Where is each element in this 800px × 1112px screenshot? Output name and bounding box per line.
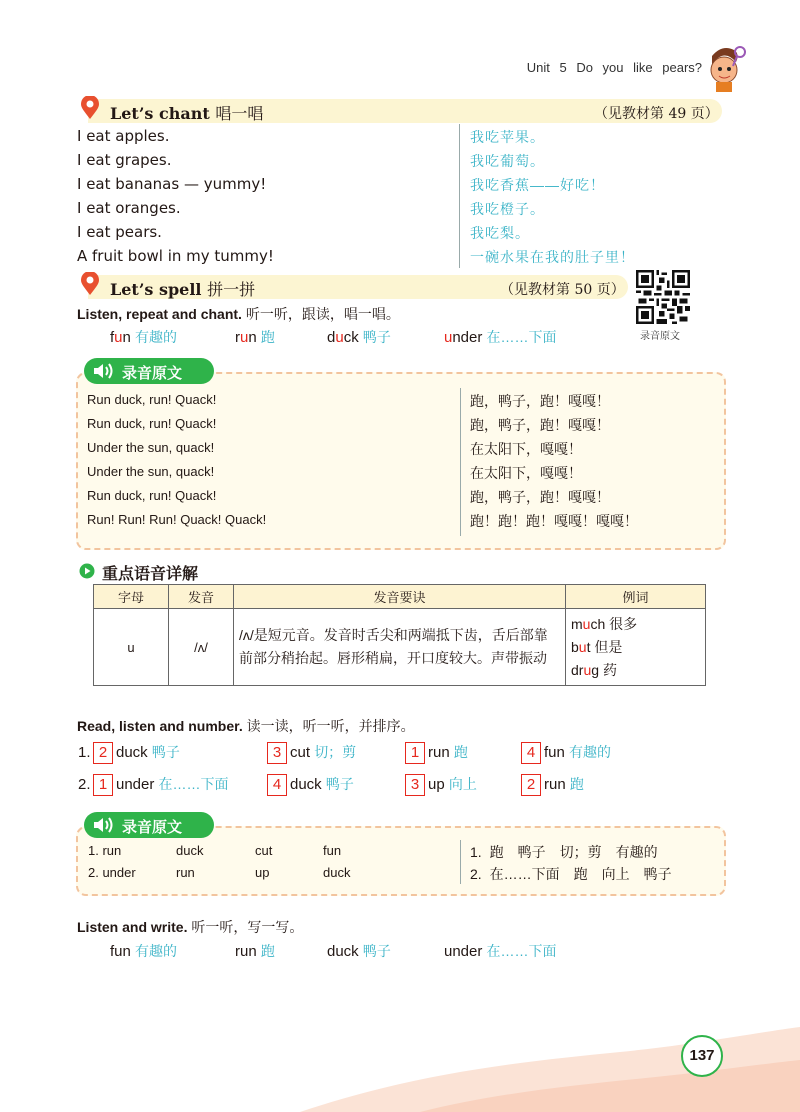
answer-box[interactable]: 2 — [93, 742, 113, 764]
letter-cell: u — [94, 609, 169, 686]
answer-box[interactable]: 4 — [267, 774, 287, 796]
examples-cell — [566, 609, 706, 686]
phonics-table — [93, 584, 706, 686]
recording-line-cn: 跑，鸭子，跑！嘎嘎！ — [470, 417, 610, 433]
write-word: under 在……下面 — [444, 943, 557, 960]
table-header: 字母 — [94, 585, 169, 609]
number-item: 1 run 跑 — [405, 742, 468, 764]
write-word: duck 鸭子 — [327, 943, 391, 960]
row-label: 2. — [78, 776, 91, 793]
number-item: 3 cut 切；剪 — [267, 742, 356, 764]
play-icon — [79, 563, 95, 579]
recording-word: cut — [255, 843, 273, 858]
chant-line-cn: 我吃梨。 — [470, 225, 530, 241]
row-label: 1. — [78, 744, 91, 761]
qr-caption: 录音原文 — [640, 331, 680, 342]
mascot-illustration — [704, 44, 748, 92]
recording-word: 2. under — [88, 865, 136, 880]
spell-page-ref: （见教材第 50 页） — [500, 282, 625, 298]
number-item: 3 up 向上 — [405, 774, 477, 796]
recording-line-en: Run duck, run! Quack! — [87, 416, 217, 431]
chant-line-cn: 我吃葡萄。 — [470, 153, 545, 169]
recording-line-en: Under the sun, quack! — [87, 464, 215, 479]
location-pin-icon — [80, 96, 100, 120]
recording-line-cn: 在太阳下，嘎嘎！ — [470, 441, 582, 457]
spell-word: duck 鸭子 — [327, 329, 391, 346]
write-word: run 跑 — [235, 943, 275, 960]
speaker-icon — [92, 361, 114, 381]
chant-line-cn: 我吃苹果。 — [470, 129, 545, 145]
number-instruction — [77, 716, 415, 736]
footer-wave-decoration — [0, 1002, 800, 1112]
chant-line-cn: 我吃橙子。 — [470, 201, 545, 217]
recording-label[interactable] — [84, 812, 214, 838]
chant-title-cn: 唱一唱 — [215, 104, 264, 123]
recording-cn-row: 2. 在……下面 跑 向上 鸭子 — [470, 866, 672, 882]
recording-word: up — [255, 865, 270, 880]
example-word: but 但是 — [571, 638, 623, 655]
answer-box[interactable]: 4 — [521, 742, 541, 764]
chant-page-ref: （见教材第 49 页） — [594, 106, 719, 122]
chant-line-en: I eat apples. — [77, 127, 170, 145]
recording-line-en: Run duck, run! Quack! — [87, 488, 217, 503]
spell-title — [110, 277, 255, 300]
write-instruction — [77, 917, 303, 937]
recording-line-en: Under the sun, quack! — [87, 440, 215, 455]
spell-word: run 跑 — [235, 329, 275, 346]
spell-title-en: Let’s spell — [110, 280, 202, 299]
location-pin-icon — [80, 272, 100, 296]
chant-line-en: I eat oranges. — [77, 199, 181, 217]
answer-box[interactable]: 1 — [405, 742, 425, 764]
chant-line-en: I eat bananas — yummy! — [77, 175, 267, 193]
chant-title — [110, 101, 263, 124]
recording-divider — [460, 840, 461, 884]
example-word: much 很多 — [571, 615, 638, 632]
chant-divider — [459, 124, 460, 268]
chant-line-en: A fruit bowl in my tummy! — [77, 247, 274, 265]
spell-instruction — [77, 304, 400, 324]
recording-word: fun — [323, 843, 342, 858]
number-item: 4 fun 有趣的 — [521, 742, 611, 764]
chant-title-en: Let’s chant — [110, 104, 210, 123]
recording-label-text: 录音原文 — [122, 819, 183, 836]
recording-line-cn: 跑，鸭子，跑！嘎嘎！ — [470, 393, 610, 409]
recording-label-text: 录音原文 — [122, 365, 183, 382]
number-item: 2 run 跑 — [521, 774, 584, 796]
recording-line-cn: 跑，鸭子，跑！嘎嘎！ — [470, 489, 610, 505]
table-header: 发音要诀 — [234, 585, 566, 609]
table-row — [94, 609, 706, 686]
answer-box[interactable]: 3 — [405, 774, 425, 796]
qr-code-icon[interactable] — [636, 270, 690, 324]
spell-title-cn: 拼一拼 — [207, 280, 256, 299]
chant-line-en: I eat pears. — [77, 223, 162, 241]
instruction-en: Listen, repeat and chant. — [77, 306, 242, 322]
write-word: fun 有趣的 — [110, 943, 178, 960]
number-item: 2 duck 鸭子 — [93, 742, 180, 764]
unit-title: Do you like pears? — [576, 60, 702, 75]
chant-line-cn: 我吃香蕉——好吃！ — [470, 177, 605, 193]
speaker-icon — [92, 815, 114, 835]
table-header: 发音 — [169, 585, 234, 609]
chant-line-cn: 一碗水果在我的肚子里！ — [470, 249, 635, 265]
table-header: 例词 — [566, 585, 706, 609]
answer-box[interactable]: 1 — [93, 774, 113, 796]
instruction-en: Listen and write. — [77, 919, 188, 935]
recording-label[interactable] — [84, 358, 214, 384]
unit-label: Unit 5 — [526, 60, 567, 75]
table-header-row — [94, 585, 706, 609]
instruction-cn: 听一听，写一写。 — [191, 919, 304, 935]
running-header — [527, 60, 702, 75]
example-word: drug 药 — [571, 661, 617, 678]
phonetic-cell: /ʌ/ — [169, 609, 234, 686]
spell-word: under 在……下面 — [444, 329, 557, 346]
recording-divider — [460, 388, 461, 536]
chant-line-en: I eat grapes. — [77, 151, 172, 169]
recording-word: 1. run — [88, 843, 122, 858]
instruction-cn: 读一读，听一听，并排序。 — [246, 718, 415, 734]
spell-word: fun 有趣的 — [110, 329, 178, 346]
number-item: 4 duck 鸭子 — [267, 774, 354, 796]
answer-box[interactable]: 3 — [267, 742, 287, 764]
number-item: 1 under 在……下面 — [93, 774, 229, 796]
recording-line-cn: 在太阳下，嘎嘎！ — [470, 465, 582, 481]
tip-cell: /ʌ/是短元音。发音时舌尖和两端抵下齿，舌后部靠前部分稍抬起。唇形稍扁，开口度较大。声带振动 — [234, 609, 566, 686]
recording-line-cn: 跑！跑！跑！嘎嘎！嘎嘎！ — [470, 513, 638, 529]
recording-word: duck — [176, 843, 204, 858]
key-points-title: 重点语音详解 — [102, 566, 199, 583]
instruction-en: Read, listen and number. — [77, 718, 243, 734]
recording-line-en: Run duck, run! Quack! — [87, 392, 217, 407]
instruction-cn: 听一听，跟读，唱一唱。 — [245, 306, 400, 322]
answer-box[interactable]: 2 — [521, 774, 541, 796]
recording-cn-row: 1. 跑 鸭子 切；剪 有趣的 — [470, 844, 658, 860]
recording-word: duck — [323, 865, 351, 880]
recording-line-en: Run! Run! Run! Quack! Quack! — [87, 512, 267, 527]
page-number: 137 — [681, 1035, 723, 1077]
recording-word: run — [176, 865, 195, 880]
